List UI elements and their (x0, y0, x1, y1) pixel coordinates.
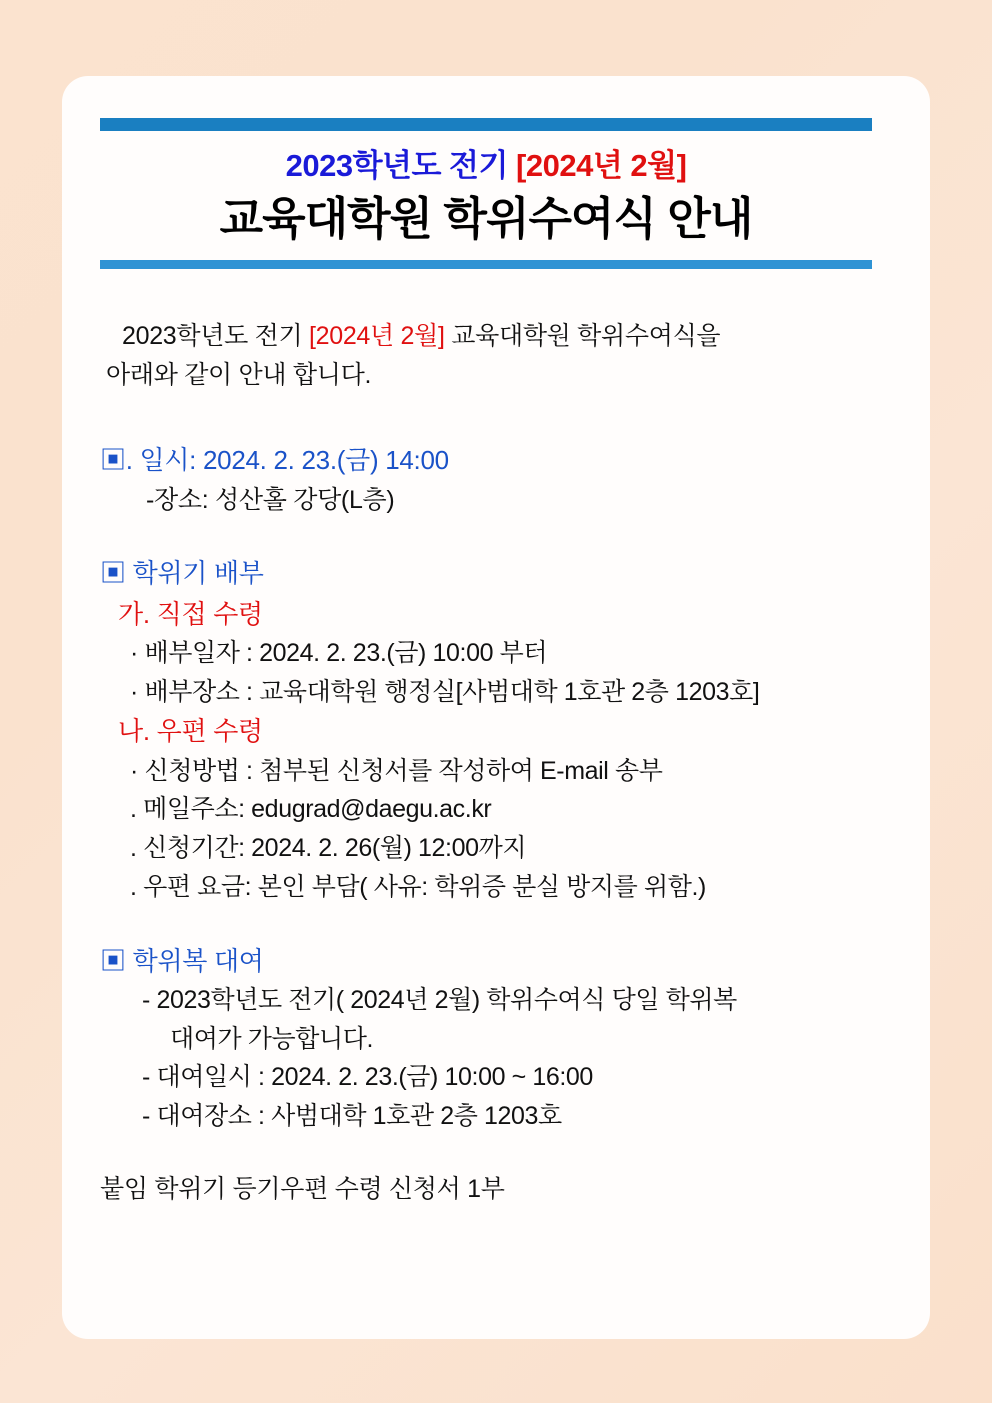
diploma-heading: ▣ 학위기 배부 (100, 558, 264, 589)
attachment-line: 붙임 학위기 등기우편 수령 신청서 1부 (100, 1174, 505, 1203)
diploma-section-a-item-2: · 배부장소 : 교육대학원 행정실[사범대학 1호관 2층 1203호] (130, 677, 760, 706)
intro-part-3: 교육대학원 학위수여식을 (444, 321, 721, 350)
intro-part-1: 2023학년도 전기 (122, 321, 309, 350)
spacer-2 (100, 519, 900, 553)
diploma-section-a-item-1: · 배부일자 : 2024. 2. 23.(금) 10:00 부터 (130, 638, 548, 667)
title-line-1-red: [2024년 2월] (516, 148, 687, 183)
header-top-rule (100, 118, 872, 131)
spacer-3 (100, 907, 900, 941)
diploma-section-b-item-4: . 우편 요금: 본인 부담( 사유: 학위증 분실 방지를 위함.) (130, 872, 706, 901)
schedule-heading: ▣. 일시: 2024. 2. 23.(금) 14:00 (100, 445, 449, 476)
gown-line-1: - 2023학년도 전기( 2024년 2월) 학위수여식 당일 학위복 (142, 985, 737, 1014)
diploma-section-b-item-1: · 신청방법 : 첨부된 신청서를 작성하여 E-mail 송부 (130, 756, 663, 785)
title-line-2: 교육대학원 학위수여식 안내 (219, 192, 753, 244)
intro-part-2: [2024년 2월] (308, 321, 445, 350)
gown-line-1-continued: 대여가 가능합니다. (170, 1024, 374, 1053)
schedule-place: -장소: 성산홀 강당(L층) (146, 485, 395, 514)
diploma-section-a-title: 가. 직접 수령 (118, 598, 263, 629)
gown-line-2: - 대여일시 : 2024. 2. 23.(금) 10:00 ~ 16:00 (142, 1063, 593, 1092)
notice-body (100, 317, 900, 1209)
intro-paragraph-line2: 아래와 같이 안내 합니다. (106, 360, 372, 389)
spacer-1 (100, 394, 900, 440)
notice-content (100, 118, 892, 1209)
title-line-1 (100, 147, 872, 186)
spacer-4 (100, 1136, 900, 1170)
notice-page (62, 76, 930, 1339)
notice-title-block (100, 131, 872, 250)
diploma-section-b-title: 나. 우편 수령 (118, 716, 263, 747)
title-line-1-blue: 2023학년도 전기 (285, 148, 517, 183)
gown-line-3: - 대여장소 : 사범대학 1호관 2층 1203호 (142, 1102, 562, 1131)
gown-heading: ▣ 학위복 대여 (100, 945, 264, 976)
header-bottom-rule (100, 260, 872, 269)
intro-paragraph (100, 317, 900, 356)
diploma-section-b-item-2: . 메일주소: edugrad@daegu.ac.kr (130, 795, 492, 824)
diploma-section-b-item-3: . 신청기간: 2024. 2. 26(월) 12:00까지 (130, 834, 527, 863)
